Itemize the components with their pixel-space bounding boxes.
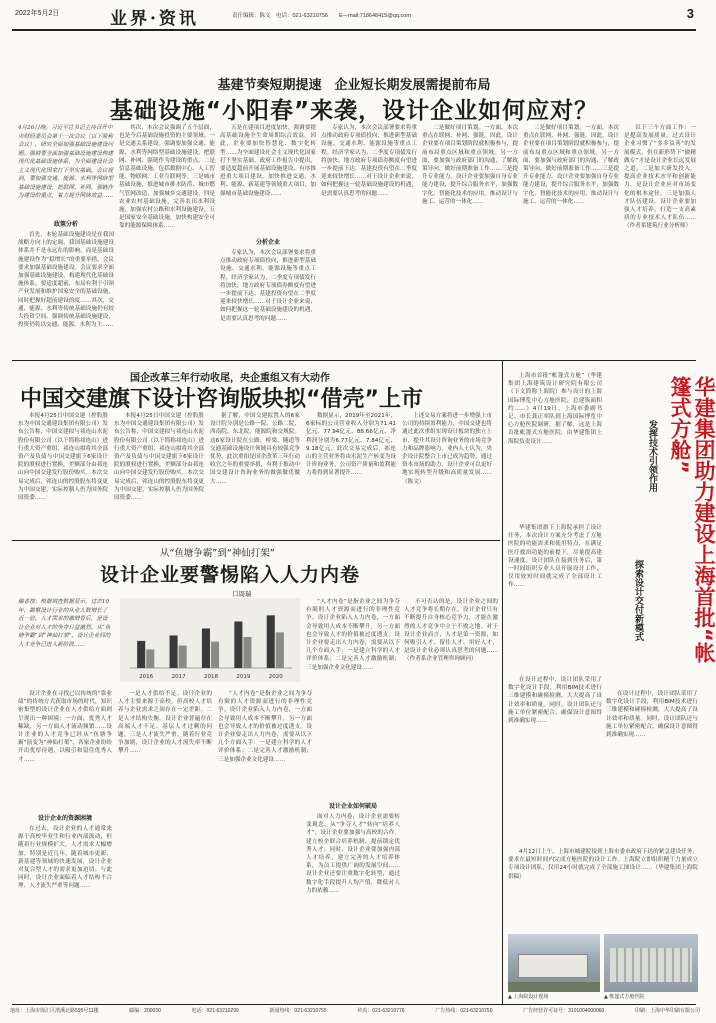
section-title: 业界·资讯 — [110, 9, 199, 29]
photo-caption-2: ▲ 帐篷式方舱医院 — [604, 994, 645, 1000]
article2-col2 — [114, 412, 204, 536]
article2-col3 — [210, 412, 300, 536]
article3-body-4b: “人才内卷”是指企业之间为争夺有限的人才资源而进行的非理性竞争。设计企业陷入人力内卷，一方面会导致用人成本不断攀升，另一方面也会导致人才的价值被过度透支。设计企业要走出人力内卷，需要从以下几个方面入手：一是建立科学的人才评价体系；二是完善人才激励机制；三是加强企业文化建设…… — [306, 599, 400, 671]
article1-subtitle: 基建节奏短期提速 企业短长期发展需提前布局 — [217, 78, 491, 93]
tick-label-2019: 2019 — [236, 674, 251, 680]
article3-body-2: 在过去，设计企业的人才通常来源于高校毕业生和行业内部流动，但随着行业规模扩大，人才需求大幅增加。特别是近几年，随着城市更新、新基建等领域的快速发展，设计企业对复合型人才的需求更加迫切。与此同时，设计企业面临着人才结构不合理、人才流失严重等问题…… — [18, 826, 112, 890]
article3-kicker: 从“鱼塘争霸”到“神仙打架” — [160, 548, 275, 559]
article2-body-4: 上述交易方案将进一步增强上市公司的持续盈利能力，中国交建也将通过此次重组实现设计板块的独立上市，提升其设计咨询业务的市场竞争力和品牌影响力。业内人士认为，央企设计院整合上市已成为趋势，通过资本市场的助力，设计企业可以更好地实现转型升级和高质量发展……（陈文） — [402, 413, 492, 485]
footer — [10, 1007, 700, 1014]
article3-col1 — [18, 690, 112, 1002]
article4-body-3b: 在设计过程中，设计团队采用了数字化设计手段，利用BIM技术进行三维建模和碰撞检测，大大提高了设计效率和质量。同时，设计团队还与施工单位紧密配合，确保设计意图得到准确实现…… — [606, 691, 698, 739]
article3-col2 — [118, 690, 212, 1002]
footer-tel: 电话：021-63210299 — [191, 1008, 239, 1014]
article3-chart — [120, 598, 300, 682]
article3-body-1: 设计企业在寻找已以传统的“靠业绩”的传统方式获取市场的时代，知识密集型的设计企业在人才供给方面则呈现出一种困境：一方面，优秀人才稀缺，另一方面人才流动频繁……设计企业的人才竞争已经从“鱼塘争霸”演变为“神仙打架”，各家企业纷纷开出优厚待遇，以吸引和留住优秀人才…… — [18, 691, 112, 763]
article1-body-5: 二是做好项目策划。一方面，本次重点在联网、补网、强链。因此，设计企业要在项目策划阶段就积极参与，提前布局重点区域和重点领域。另一方面，要加强与政府部门的沟通，了解政策导向，做好前期准备工作……三是提升专业能力。设计企业要加强自身专业能力建设，提升综合服务水平，加强数字化、智能化技术的应用，推动设计与施工、运营的一体化…… — [422, 125, 518, 205]
article4-subtitle-1: 发挥技术引领作用 — [647, 420, 657, 492]
article1-col1 — [18, 124, 114, 356]
article1-body-2: 其次，本次会议强调了五个层面，也是今后基础设施投资的主要领域。一是交通关系建设。强调要加强交通、能源、水利等网络型基础设施建设，把联网、补网、强链作为建设的重点。二是信息基础设施，包括数据中心、人工智能、物联网、工业互联网等。三是城市基础设施，推进城市排水防涝、城市燃气管网改造，加强城乡交通建设。四是农业农村基础设施，完善农田水利设施，加强农村公路和水利设施建设。五是国家安全基础设施，加快构建安全可靠的能源保障体系…… — [119, 125, 215, 230]
article2-body-1: 本报4月25日中国交建（控股股东为中国交通建设集团有限公司）发布公告称，中国交建拟与祁连山水泥股份有限公司（以下简称祁连山）进行重大资产重组，祁连山拟将其全部资产及负债与中国交建旗下6家设计院的股权进行置换，差额部分由祁连山向中国交建发行股份购买。本次交易完成后，祁连山的控股股东将变更为中国交建，实际控制人仍为国务院国资委…… — [18, 413, 108, 502]
vertical-divider — [502, 360, 503, 1005]
article4-body-2: 华建集团旗下上海院承担了设计任务，本次设计方案充分考虑了方舱医院的功能需求和使用特点，在满足医疗救治功能的前提下，尽量提高建设速度。设计团队在接到任务后，第一时间组织专业人员开展设计工作，仅用较短时间就完成了全部设计工作…… — [508, 525, 602, 589]
photo-2 — [604, 934, 698, 992]
header-rule — [12, 29, 696, 31]
tick-label-2017: 2017 — [171, 674, 186, 680]
article1-col3 — [220, 124, 316, 356]
divider-2 — [12, 540, 500, 541]
tick-label-2016: 2016 — [139, 674, 154, 680]
article3-col3 — [218, 690, 312, 1002]
bar-2016-s1 — [146, 649, 154, 668]
article1-col7 — [624, 124, 696, 356]
article3-body-3: 一是人才供给不足。设计企业的人才主要来源于高校，但高校人才培养与企业需求之间存在一定差距。二是人才结构失衡。设计企业普遍存在高端人才不足、基层人才过剩的问题。三是人才流失严重。随着行业竞争加剧，设计企业的人才流失率不断攀升…… — [118, 691, 212, 755]
article2-kicker: 国企改革三年行动收尾，央企重组又有大动作 — [130, 373, 330, 384]
footer-zip: 邮编：200030 — [129, 1008, 161, 1014]
bar-2020-s0 — [267, 615, 275, 668]
article2-body-2: 据了解，中国交建拟置入的6家设计院分别是公路一院、公路二院、西南院、东北院、能源院和交规院。这6家设计院在公路、桥梁、隧道等交通基础设施设计领域具有较强竞争优势。此次重组是国企改革三年行动收官之年的重要举措，有利于推动中国交建设计咨询业务的做强做优做大…… — [210, 413, 300, 485]
article4-title: 华建集团助力建设上海首批“帐篷式方舱” — [668, 376, 716, 663]
footer-print: 印刷：上海中华印刷有限公司 — [634, 1008, 700, 1014]
article1-body-4: 专家认为，本次会议部署要求将重点推动政府专项债投向，推进新型基础设施、交通水利、能源设施等重点工程。经济学家认为，二季度专项债发行将加快，地方政府专项债券额度有望进一步提前下达。基建投资有望在二季度迎来较快增长……对于设计企业来说，如何把握这一轮基础设施建设的机遇，是需要认真思考的问题…… — [321, 125, 417, 197]
tick-label-2018: 2018 — [204, 674, 218, 680]
article3-section-1: 设计企业的资源困境 — [37, 815, 92, 822]
article2-col1 — [18, 412, 108, 536]
article3-body-4: “人才内卷”是指企业之间为争夺有限的人才资源而进行的非理性竞争。设计企业陷入人力内卷，一方面会导致用人成本不断攀升，另一方面也会导致人才的价值被过度透支。设计企业要走出人力内卷，需要从以下几个方面入手：一是建立科学的人才评价体系；二是完善人才激励机制；三是加强企业文化建设…… — [218, 691, 312, 763]
bar-2017-s1 — [179, 646, 187, 668]
article1-col2 — [119, 124, 215, 356]
article1-body-6: 以下三个方面工作：一是提高发展质量。过去设计企业习惯了“多多益善”的发展模式，但在新形势下“做精做专”才是设计企业长远发展之道。二是加大研发投入。提高企业技术水平和创新能力，是设计企业应对市场变化的根本途径。三是加强人才队伍建设。设计企业要加强人才培养，打造一支高素质的专业技术人才队伍……（作者系建筑行业分析师） — [624, 125, 696, 230]
editor-meta: 责任编辑：陈文 电话：021-63210756 E—mail:718648415@qq.com — [232, 13, 411, 19]
footer-rule — [12, 1004, 696, 1005]
photo-caption-1: ▲ 上海院设计现场 — [508, 994, 549, 1000]
article3-body-6: 不可否认的是，设计企业之间的人才竞争将长期存在。设计企业只有不断提升自身核心竞争力，才能在激烈的人才竞争中立于不败之地。对于设计企业而言，人才是第一资源，如何吸引人才、留住人才、用好人才，是设计企业必须认真思考的问题……（作者系企业管理咨询顾问） — [404, 599, 498, 663]
divider-1 — [12, 360, 696, 361]
bar-2018-s1 — [211, 642, 219, 668]
article1-col5 — [422, 124, 518, 356]
article2-col4 — [306, 412, 396, 536]
article2-body-3: 数据显示，2019年至2021年，6家标的公司营业收入分别为71.41亿元、77.94亿元、88.66亿元，净利润分别为6.77亿元、7.84亿元、9.18亿元。此次交易完成后，祁连山的主营业务将由水泥生产转变为设计咨询业务，公司资产质量和盈利能力将得到显著提升…… — [306, 413, 396, 477]
footer-address: 地址：上海市徐汇区漕溪北路595号11楼 — [10, 1008, 99, 1014]
footer-ad: 广告热线：021-63210750 — [435, 1008, 493, 1014]
bar-2019-s0 — [234, 622, 242, 669]
bar-2019-s1 — [243, 637, 251, 668]
article2-col5 — [402, 412, 492, 536]
page-number: 3 — [686, 6, 694, 21]
article1-section-1: 政策分析 — [53, 221, 78, 228]
footer-license: 广告经营许可证号：3101004000060 — [523, 1008, 605, 1014]
photo-1 — [508, 934, 600, 992]
article3-col5 — [404, 598, 498, 1002]
article1-col4 — [321, 124, 417, 356]
bar-2018-s0 — [202, 628, 210, 668]
bar-2016-s0 — [137, 641, 145, 668]
article1-body-5b: 二是做好项目策划。一方面，本次重点在联网、补网、强链。因此，设计企业要在项目策划阶段就积极参与，提前布局重点区域和重点领域。另一方面，要加强与政府部门的沟通，了解政策导向，做好前期准备工作……三是提升专业能力。设计企业要加强自身专业能力建设，提升综合服务水平，加强数字化、智能化技术的应用，推动设计与施工、运营的一体化…… — [523, 125, 619, 205]
article4-col2 — [606, 690, 698, 840]
article1-section-2: 分析企业 — [255, 239, 280, 246]
article3-body-5: 面对人力内卷，设计企业需要转变观念，从“争夺人才”转向“培养人才”。设计企业要加强与高校的合作，建立校企联合培养机制，提前锁定优秀人才。同时，设计企业要加强内部人才培养，建立完善的人才培养体系，为员工提供广阔的发展空间……设计企业还要注重数字化转型，通过数字化手段提升人均产值，降低对人力的依赖…… — [306, 814, 400, 894]
article3-byline: 口周瑞 — [232, 590, 252, 598]
article3-title: 设计企业要警惕陷入人力内卷 — [100, 564, 361, 586]
article1-body-3: 五是在建项目进度加快。强调要提高基础设施全生命周期综合效益。因此，企业要加快智慧化、数字化转型……为全面建设社会主义现代化国家打下坚实基础。政府工作报告中提出，要适度超前开展基础设施建设。有序推进重大项目建设，加快推进交通、水利、能源、新基建等领域重大项目，加强城市基础设施建设…… — [220, 125, 316, 197]
article3-lead: 编者按：根据调查数据显示，过去10年，勘察设计行业的从业人数增长了近一倍。人才需求的激增背后，是设计企业对人才的争夺日益激烈。从“鱼塘争霸”到“神仙打架”，设计企业间的人才竞争已进入新阶段…… — [18, 599, 111, 648]
article1-body-1: 首先，本轮基础设施建设是在我国战略方向上的定调。我国基础设施建设体系并不是永远在的影响，而是基础设施建设作为“稳增长”的重要举措，会议要求加强基础设施建设。会议要求全面加强基础设施建设，构建现代化基础设施体系，要适度超前，布局有利于引领产业发展和维护国家安全的基础设施，同时把握好超前建设的度……其次，交通、能源、水利等传统基础设施仍有较大投资空间。强调传统基础设施建设，投资仍将以交通、能源、水利为主…… — [18, 232, 114, 329]
article4-body-1: 上海市首批“帐篷式方舱”（华建集团上海建筑设计研究院有限公司（下文简称上海院）参与设计的上海国际博览中心方舱医院，总建筑面积约……）4月19日，上海市委副书记、市长龚正率队到上海国际博览中心方舱医院调研。据了解，这是上海首批帐篷式方舱医院，由华建集团上海院负责设计…… — [508, 373, 602, 445]
article4-body-3: 在设计过程中，设计团队采用了数字化设计手段，利用BIM技术进行三维建模和碰撞检测，大大提高了设计效率和质量。同时，设计团队还与施工单位紧密配合，确保设计意图得到准确实现…… — [508, 677, 602, 725]
article2-title: 中国交建旗下设计咨询版块拟“借壳”上市 — [20, 387, 423, 412]
article3-section-2: 设计企业如何破局 — [328, 803, 377, 810]
article1-title: 基础设施“小阳春”来袭，设计企业如何应对？ — [109, 98, 599, 124]
article1-lead: 4月26日晚，习近平总书记主持召开中央财经委员会第十一次会议（以下简称会议），研究全面加强基础设施建设问题。强调要全面加强基础设施建设构建现代化基础设施体系，为全面建设社会主义现代化国家打下坚实基础。会议提到，要加强交通、能源、水利等网络型基础设施建设，把联网、补网、强链作为建设的重点，着力提升网络效益…… — [18, 125, 114, 199]
article1-body-4a: 专家认为，本次会议部署要求将重点推动政府专项债投向，推进新型基础设施、交通水利、能源设施等重点工程。经济学家认为，二季度专项债发行将加快，地方政府专项债券额度有望进一步提前下达。基建投资有望在二季度迎来较快增长……对于设计企业来说，如何把握这一轮基础设施建设的机遇，是需要认真思考的问题…… — [220, 250, 316, 322]
article3-lead-box — [18, 598, 112, 684]
article4-subtitle-2: 探索设计交付新模式 — [633, 560, 643, 641]
bar-chart — [120, 598, 300, 682]
article4-body-4: 4月12日上午，上海市城建院接到上海市委市政府下达的紧急建设任务，要求在最短时间内完成方舱医院的设计工作。上海院立即组织精干力量成立专项设计团队，仅用24小时就完成了全部施工图设计……（华建集团上海院供稿） — [508, 849, 698, 880]
bar-2020-s1 — [276, 632, 284, 668]
tick-label-2020: 2020 — [268, 674, 283, 680]
article4-col3 — [508, 848, 698, 928]
bar-2017-s0 — [170, 635, 178, 668]
article3-col4 — [306, 598, 400, 1002]
article4-col1 — [508, 372, 602, 842]
article1-col6 — [523, 124, 619, 356]
article2-body-1b: 本报4月25日中国交建（控股股东为中国交通建设集团有限公司）发布公告称，中国交建拟与祁连山水泥股份有限公司（以下简称祁连山）进行重大资产重组，祁连山拟将其全部资产及负债与中国交建旗下6家设计院的股权进行置换，差额部分由祁连山向中国交建发行股份购买。本次交易完成后，祁连山的控股股东将变更为中国交建，实际控制人仍为国务院国资委…… — [114, 413, 204, 502]
footer-news: 新闻热线：021-63210755 — [269, 1008, 327, 1014]
footer-fax: 传真：021-63210776 — [357, 1008, 405, 1014]
issue-date: 2022年5月2日 — [15, 10, 60, 17]
